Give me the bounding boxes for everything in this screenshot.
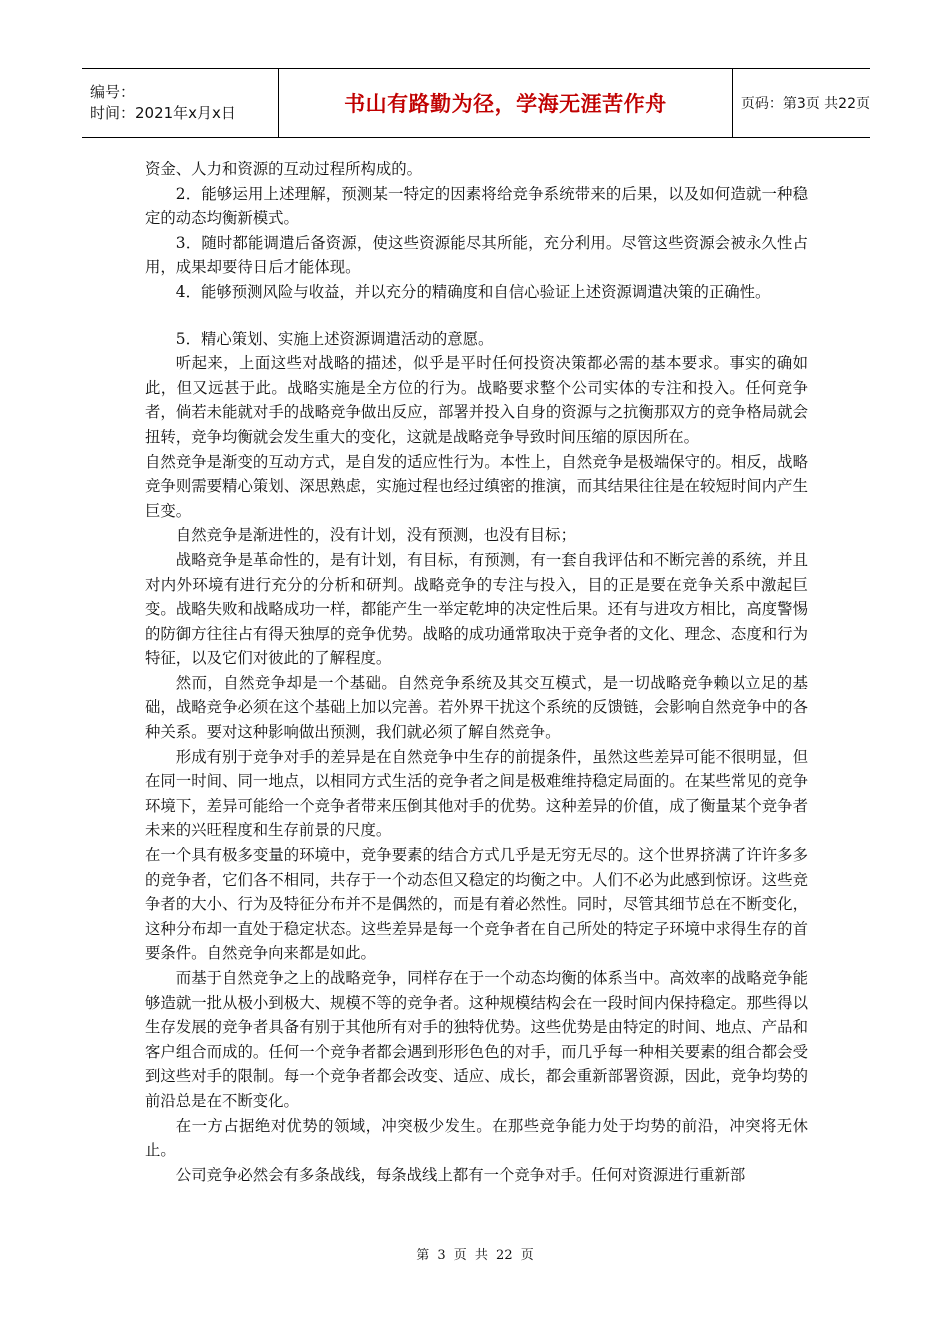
paragraph: 在一方占据绝对优势的领域，冲突极少发生。在那些竞争能力处于均势的前沿，冲突将无休止。	[145, 1116, 808, 1160]
header-page-info: 页码：第3页 共22页	[740, 96, 870, 112]
paragraph: 而基于自然竞争之上的战略竞争，同样存在于一个动态均衡的体系当中。高效率的战略竞争能够造就一批从极小到极大、规模不等的竞争者。这种规模结构会在一段时间内保持稳定。那些得以生存发展的竞争者具备有别于其他所有对手的独特优势。这些优势是由特定的时间、地点、产品和客户组合而成的。任何一个竞争者都会遇到形形色色的对手，而几乎每一种相关要素的组合都会受到这些对手的限制。每一个竞争者都会改变、适应、成长，都会重新部署资源，因此，竞争均势的前沿总是在不断变化。	[145, 969, 808, 1110]
paragraph: 战略竞争是革命性的，是有计划，有目标，有预测，有一套自我评估和不断完善的系统，并且对内外环境有进行充分的分析和研判。战略竞争的专注与投入，目的正是要在竞争关系中激起巨变。战略失败和战略成功一样，都能产生一举定乾坤的决定性后果。还有与进攻方相比，高度警惕的防御方往往占有得天独厚的竞争优势。战略的成功通常取决于竞争者的文化、理念、态度和行为特征，以及它们对彼此的了解程度。	[145, 550, 808, 668]
paragraph: 在一个具有极多变量的环境中，竞争要素的结合方式几乎是无穷无尽的。这个世界挤满了许许多多的竞争者，它们各不相同，共存于一个动态但又稳定的均衡之中。人们不必为此感到惊讶。这些竞争者的大小、行为及特征分布并不是偶然的，而是有着必然性。同时，尽管其细节总在不断变化，这种分布却一直处于稳定状态。这些差异是每一个竞争者在自己所处的特定子环境中求得生存的首要条件。自然竞争向来都是如此。	[145, 846, 808, 963]
paragraph: 自然竞争是渐进性的，没有计划，没有预测，也没有目标；	[175, 526, 576, 545]
document-body	[145, 157, 808, 1187]
document-number-label: 编号：	[90, 83, 136, 101]
paragraph: 听起来，上面这些对战略的描述，似乎是平时任何投资决策都必需的基本要求。事实的确如此，但又远甚于此。战略实施是全方位的行为。战略要求整个公司实体的专注和投入。任何竞争者，倘若未能就对手的战略竞争做出反应，部署并投入自身的资源与之抗衡那双方的竞争格局就会扭转，竞争均衡就会发生重大的变化，这就是战略竞争导致时间压缩的原因所在。	[145, 354, 808, 446]
paragraph: 资金、人力和资源的互动过程所构成的。	[145, 160, 423, 178]
document-date-label: 时间：2021年x月x日	[90, 104, 236, 122]
paragraph: 形成有别于竞争对手的差异是在自然竞争中生存的前提条件，虽然这些差异可能不很明显，但在同一时间、同一地点，以相同方式生活的竞争者之间是极难维持稳定局面的。在某些常见的竞争环境下，差异可能给一个竞争者带来压倒其他对手的优势。这种差异的价值，成了衡量某个竞争者未来的兴旺程度和生存前景的尺度。	[145, 747, 808, 840]
paragraph: 然而，自然竞争却是一个基础。自然竞争系统及其交互模式，是一切战略竞争赖以立足的基础，战略竞争必须在这个基础上加以完善。若外界干扰这个系统的反馈链，会影响自然竞争中的各种关系。要对这种影响做出预测，我们就必须了解自然竞争。	[145, 673, 808, 742]
paragraph: 5．精心策划、实施上述资源调遣活动的意愿。	[175, 329, 494, 348]
paragraph: 自然竞争是渐变的互动方式，是自发的适应性行为。本性上，自然竞争是极端保守的。相反，战略竞争则需要精心策划、深思熟虑，实施过程也经过缜密的推演，而其结果往往是在较短时间内产生巨变。	[145, 452, 808, 520]
page-header	[82, 68, 870, 138]
paragraph: 3．随时都能调遣后备资源，使这些资源能尽其所能，充分利用。尽管这些资源会被永久性占用，成果却要待日后才能体现。	[145, 233, 808, 277]
header-meta	[82, 69, 278, 137]
header-motto: 书山有路勤为径，学海无涯苦作舟	[278, 69, 733, 137]
paragraph: 4．能够预测风险与收益，并以充分的精确度和自信心验证上述资源调遣决策的正确性。	[175, 282, 771, 301]
page-footer: 第 3 页 共 22 页	[416, 1248, 534, 1263]
paragraph: 公司竞争必然会有多条战线，每条战线上都有一个竞争对手。任何对资源进行重新部	[175, 1165, 746, 1184]
paragraph: 2．能够运用上述理解，预测某一特定的因素将给竞争系统带来的后果，以及如何造就一种稳定的动态均衡新模式。	[145, 184, 808, 228]
